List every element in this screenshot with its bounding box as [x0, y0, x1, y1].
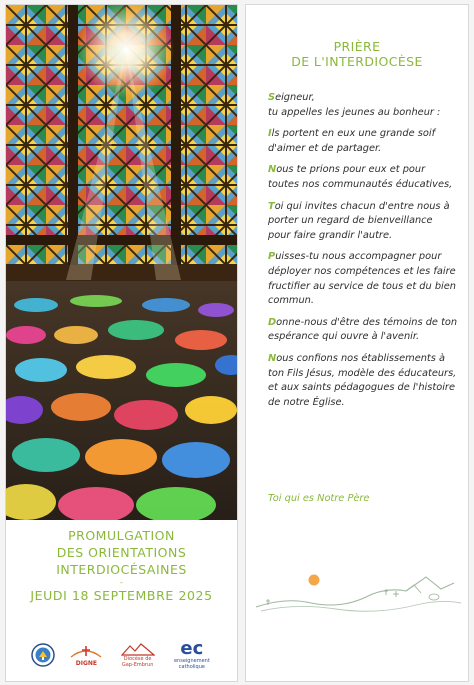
event-title-line-1: PROMULGATION	[68, 528, 175, 543]
paragraph-text: ous te prions pour eux et pour toutes nos communautés éducatives,	[268, 164, 453, 190]
drop-letter: I	[268, 128, 272, 140]
prayer-title-line-2: DE L'INTERDIOCÈSE	[291, 54, 423, 69]
bookmark-front	[5, 4, 238, 682]
prayer-title	[246, 39, 468, 69]
drop-letter: N	[268, 164, 277, 176]
digne-logo-text: DIGNE	[75, 660, 97, 667]
diocese-gap-embrun-logo	[118, 642, 158, 668]
prayer-text	[268, 91, 458, 417]
event-title-line-3: INTERDIOCÉSAINES	[56, 562, 187, 577]
landscape-illustration	[256, 567, 461, 617]
diocese-digne-logo	[69, 643, 103, 667]
prayer-paragraph	[268, 316, 458, 345]
paragraph-text: ous confions nos établissements à ton Fils Jésus, modèle des éducateurs, et aux saints pédagogues de l'histoire de notre Église.	[268, 352, 457, 408]
ec-logo-mark: ec	[180, 638, 204, 659]
ec-logo-text: enseignement catholique	[173, 658, 210, 670]
event-date: JEUDI 18 SEPTEMBRE 2025	[30, 588, 213, 603]
stained-glass-image	[6, 5, 237, 520]
prayer-paragraph	[268, 163, 458, 192]
gap-embrun-logo-text: Diocèse de Gap-Embrun	[121, 656, 154, 668]
paragraph-text: onne-nous d'être des témoins de ton espérance qui ouvre à l'avenir.	[268, 316, 458, 343]
separator-dash: -	[120, 578, 123, 587]
prayer-paragraph	[268, 200, 458, 244]
drop-letter: N	[268, 352, 277, 364]
prayer-title-line-1: PRIÈRE	[333, 39, 381, 54]
event-title-line-2: DES ORIENTATIONS	[56, 545, 187, 560]
prayer-paragraph	[268, 352, 458, 410]
drop-letter: D	[268, 316, 277, 328]
prayer-paragraph	[268, 250, 458, 308]
paragraph-text: oi qui invites chacun d'entre nous à porter un regard de bienveillance pour faire grandir l'autre.	[268, 200, 450, 241]
diocese-seal-icon	[31, 643, 55, 667]
bookmark-back	[245, 4, 469, 682]
enseignement-catholique-logo	[172, 640, 212, 670]
drop-letter: S	[268, 92, 276, 103]
prayer-paragraph	[268, 127, 458, 156]
paragraph-text: eigneur, tu appelles les jeunes au bonheur :	[268, 92, 441, 118]
paragraph-text: uisses-tu nous accompagner pour déployer nos compétences et les faire fructifier au service de tous et du bien commun.	[268, 251, 456, 307]
sun-icon	[309, 575, 320, 586]
paragraph-text: ls portent en eux une grande soif d'aimer et de partager.	[268, 128, 436, 154]
prayer-paragraph	[268, 91, 458, 120]
prayer-closing: Toi qui es Notre Père	[268, 493, 370, 504]
partner-logos	[6, 633, 237, 677]
event-title-block	[6, 527, 237, 605]
drop-letter: T	[268, 200, 275, 212]
drop-letter: P	[268, 251, 276, 263]
